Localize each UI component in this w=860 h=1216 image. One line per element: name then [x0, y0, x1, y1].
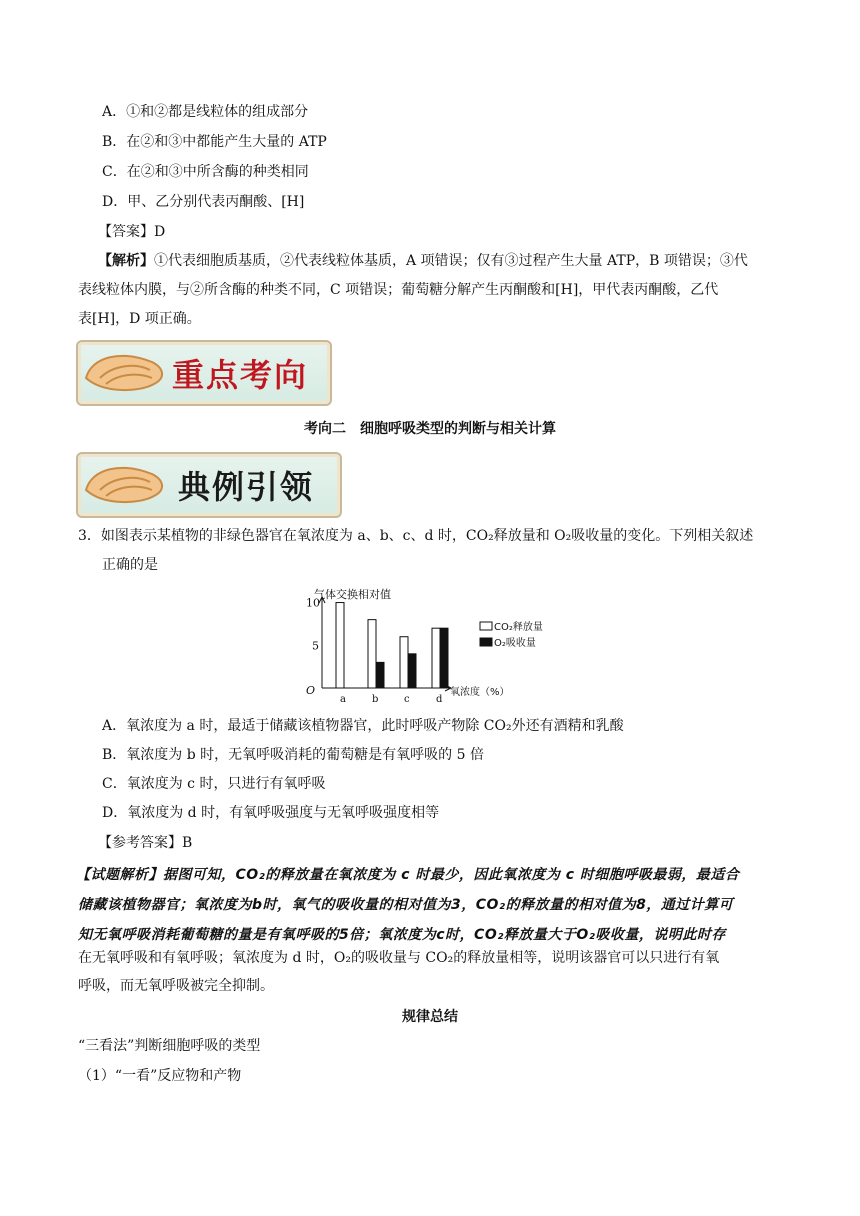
bar-o2-c: [408, 654, 416, 688]
analysis-text-1: ①代表细胞质基质，②代表线粒体基质，A 项错误；仅有③过程产生大量 ATP，B 项错误；③代: [154, 253, 748, 269]
summary-line-1: “三看法”判断细胞呼吸的类型: [78, 1038, 261, 1054]
q3-stem-line-1: 3．如图表示某植物的非绿色器官在氧浓度为 a、b、c、d 时，CO₂释放量和 O₂吸收量的变化。下列相关叙述: [78, 528, 754, 544]
x-tick-label: c: [404, 694, 410, 704]
legend-swatch-1: [480, 638, 492, 646]
legend-swatch-0: [480, 622, 492, 630]
q3-analysis-line-4: 在无氧呼吸和有氧呼吸；氧浓度为 d 时，O₂的吸收量与 CO₂的释放量相等，说明该器官可以只进行有氧: [78, 950, 720, 966]
analysis-line-2: 表线粒体内膜，与②所含酶的种类不同，C 项错误；葡萄糖分解产生丙酮酸和[H]，甲代表丙酮酸，乙代: [78, 282, 719, 298]
bar-o2-b: [376, 662, 384, 688]
summary-title: 规律总结: [402, 1009, 458, 1025]
banner-focus-text: 重点考向: [172, 356, 309, 394]
y-axis-label: 气体交换相对值: [314, 588, 391, 601]
option-a: A．①和②都是线粒体的组成部分: [102, 104, 309, 120]
banner-example: [76, 452, 338, 514]
q3-option-b: B．氧浓度为 b 时，无氧呼吸消耗的葡萄糖是有氧呼吸的 5 倍: [102, 747, 484, 763]
analysis-line-3: 表[H]，D 项正确。: [78, 311, 201, 327]
option-c: C．在②和③中所含酶的种类相同: [102, 164, 309, 180]
x-axis-label: 氧浓度（%）: [450, 687, 510, 698]
banner-focus: [76, 340, 328, 402]
q3-analysis-line-1: 【试题解析】据图可知，CO₂的释放量在氧浓度为 c 时最少，因此氧浓度为 c 时细胞呼吸最弱，最适合: [76, 867, 740, 883]
x-tick-label: b: [372, 694, 379, 704]
bar-co2-c: [400, 637, 408, 688]
bar-chart: [300, 584, 560, 704]
q3-option-a: A．氧浓度为 a 时，最适于储藏该植物器官，此时呼吸产物除 CO₂外还有酒精和乳酸: [102, 718, 624, 734]
legend-label-0: CO₂释放量: [494, 622, 543, 633]
q3-analysis-line-5: 呼吸，而无氧呼吸被完全抑制。: [78, 978, 274, 994]
section-title: 考向二 细胞呼吸类型的判断与相关计算: [304, 421, 556, 437]
q3-option-d: D．氧浓度为 d 时，有氧呼吸强度与无氧呼吸强度相等: [102, 805, 440, 821]
option-b: B．在②和③中都能产生大量的 ATP: [102, 134, 327, 150]
shell-icon: [82, 460, 168, 508]
analysis-line-1: [98, 251, 748, 271]
x-tick-label: d: [436, 694, 443, 704]
shell-icon: [82, 348, 168, 396]
bar-co2-d: [432, 628, 440, 688]
bar-o2-d: [440, 628, 448, 688]
summary-line-2: （1）“一看”反应物和产物: [78, 1068, 242, 1084]
answer-label: 【答案】D: [98, 224, 166, 240]
banner-example-text: 典例引领: [178, 468, 315, 506]
y-tick-label: 10: [306, 596, 320, 610]
legend-label-1: O₂吸收量: [494, 638, 536, 649]
x-tick-label: a: [340, 694, 346, 704]
q3-analysis-line-2: 储藏该植物器官；氧浓度为b时，氧气的吸收量的相对值为3，CO₂的释放量的相对值为8，通过计算可: [78, 897, 734, 913]
q3-stem-line-2: 正确的是: [102, 557, 158, 573]
origin-label: O: [306, 684, 316, 697]
option-d: D．甲、乙分别代表丙酮酸、[H]: [102, 194, 305, 210]
analysis-label: 【解析】: [98, 253, 154, 269]
q3-option-c: C．氧浓度为 c 时，只进行有氧呼吸: [102, 776, 326, 792]
y-tick-label: 5: [312, 639, 319, 653]
bar-co2-b: [368, 620, 376, 688]
bar-co2-a: [336, 603, 344, 688]
q3-analysis-line-3: 知无氧呼吸消耗葡萄糖的量是有氧呼吸的5倍；氧浓度为c时，CO₂释放量大于O₂吸收量，说明此时存: [78, 927, 726, 943]
q3-answer: 【参考答案】B: [98, 835, 193, 851]
